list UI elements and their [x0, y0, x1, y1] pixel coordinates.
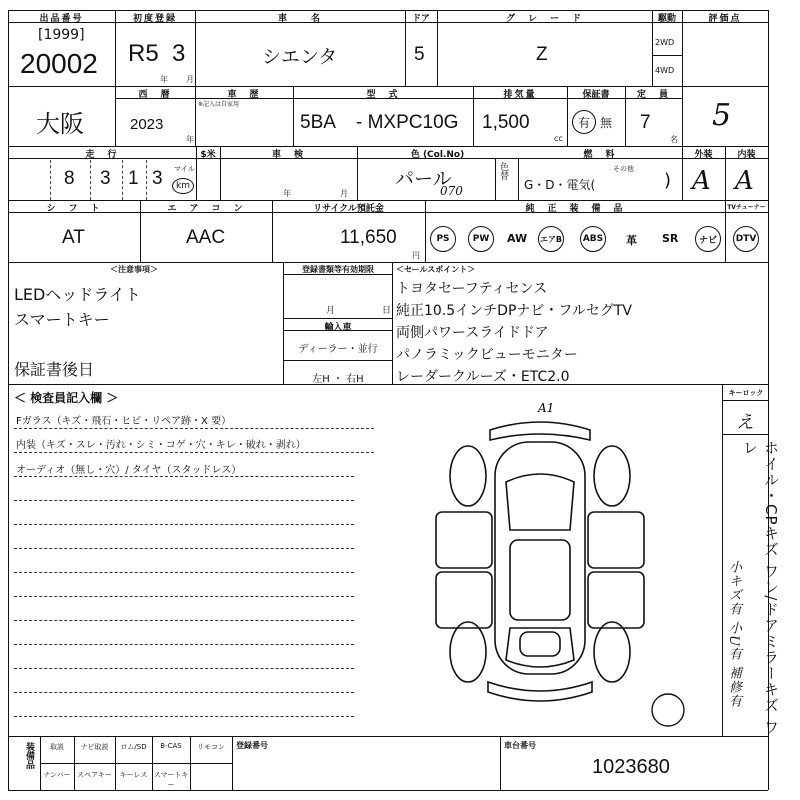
mile-unit: マイル — [174, 165, 195, 173]
inspection-line: 内装（キズ・スレ・汚れ・シミ・コゲ・穴・キレ・破れ・剥れ） — [16, 440, 306, 451]
mileage-digit: 8 — [64, 168, 75, 189]
tv-tuner-label: TVチューナー — [727, 204, 766, 211]
chassis-number: 1023680 — [592, 756, 670, 778]
inspection-expiry-label: 車 検 — [271, 150, 305, 160]
year-value: 2023 — [130, 116, 164, 133]
inspection-line: オーディオ（無し・穴）/ タイヤ（スタッドレス） — [16, 465, 242, 476]
left-front-door — [436, 512, 492, 568]
western-year-unit: 年 — [186, 135, 194, 144]
sales-point: 純正10.5インチDPナビ・フルセグTV — [396, 303, 632, 319]
reg-doc-month: 月 — [326, 306, 336, 316]
accessory-item: ナビ取説 — [80, 743, 109, 751]
registration-era: R5 — [128, 40, 159, 67]
key-lock-value: え — [736, 412, 754, 433]
caution-line: スマートキー — [14, 310, 110, 329]
inspector-notes-title: ＜ 検査員記入欄 ＞ — [14, 391, 119, 405]
accessory-item: スペアキー — [77, 771, 112, 779]
windshield-outline — [506, 474, 574, 530]
sales-point: トヨタセーフティセンス — [396, 281, 548, 297]
inspection-year-unit: 年 — [283, 189, 291, 198]
mileage-digit: 3 — [152, 168, 163, 189]
left-rear-door — [436, 572, 492, 628]
color-code: 070 — [440, 184, 463, 198]
caution-line: 保証書後日 — [14, 360, 95, 379]
trunk-outline — [520, 632, 560, 656]
model-label: 型 式 — [366, 90, 400, 100]
accessory-item: 取説 — [50, 743, 64, 751]
equip-ps: PS — [430, 226, 456, 252]
rear-right-wheel — [594, 622, 630, 682]
recycle-deposit-value: 11,650 — [340, 227, 397, 248]
caution-label: ＜注意事項＞ — [110, 265, 158, 274]
import-label: 輸入車 — [324, 323, 352, 333]
registration-month: 3 — [172, 40, 186, 67]
sales-point: パノラミックビューモニター — [396, 347, 578, 363]
meter-label: $米 — [200, 150, 216, 160]
history-note: ※記入は自家用 — [198, 101, 240, 108]
equip-airbag: エアB — [538, 226, 564, 252]
western-year-label: 西 暦 — [138, 90, 172, 100]
equip-leather: 革 — [626, 234, 637, 247]
sales-point: レーダークルーズ・ETC2.0 — [396, 369, 570, 385]
accessory-item: B-CAS — [160, 742, 182, 750]
interior-grade: A — [735, 166, 754, 196]
car-diagram — [420, 400, 660, 720]
region: 大阪 — [36, 111, 84, 138]
km-unit: km — [172, 178, 194, 194]
color-change-label: 色替 — [498, 162, 508, 180]
reg-doc-day: 日 — [382, 306, 392, 316]
side-note: ホイル・CPキズ ワレ/ドアミラーキズ ワレ — [741, 440, 780, 736]
doors-label: ドア — [412, 14, 430, 24]
fuel-label: 燃 料 — [583, 150, 617, 160]
interior-label: 内装 — [737, 150, 756, 160]
spare-tire-icon — [650, 692, 686, 728]
import-steering: 左H ・ 右H — [312, 374, 364, 385]
doors-value: 5 — [414, 44, 425, 65]
displacement-label: 排気量 — [503, 90, 537, 100]
ac-value: AAC — [186, 227, 226, 248]
fuel-other-label: その他 — [613, 165, 634, 173]
capacity-value: 7 — [640, 112, 651, 133]
front-right-wheel — [594, 446, 630, 506]
side-note-handwritten: 小キズ有 小U有 補修有 — [726, 560, 741, 709]
chassis-number-label: 車台番号 — [504, 741, 536, 750]
equip-aw: AW — [507, 232, 528, 245]
exterior-label: 外装 — [694, 150, 713, 160]
rear-window-outline — [506, 628, 574, 667]
accessory-item: キーレス — [119, 771, 148, 779]
year-unit: 年 — [160, 75, 168, 84]
car-name: シエンタ — [262, 47, 338, 68]
grade-label: グ レ ー ド — [505, 14, 583, 24]
front-bumper-outline — [490, 422, 590, 440]
lot-number: 20002 — [20, 48, 98, 79]
displacement-value: 1,500 — [482, 112, 530, 133]
exterior-grade: A — [692, 166, 711, 196]
drive-2wd: 2WD — [655, 38, 675, 47]
warranty-label: 保証書 — [582, 90, 610, 100]
fuel-options: G・D・電気( — [524, 178, 596, 192]
import-type: ディーラー・並行 — [298, 344, 378, 355]
accessory-item: ナンバー — [43, 771, 71, 779]
fuel-close: ) — [664, 170, 672, 191]
damage-mark: A1 — [538, 401, 555, 415]
color-label: 色 (Col.No) — [410, 150, 465, 160]
equip-dtv: DTV — [733, 226, 759, 252]
first-registration-label: 初度登録 — [132, 14, 177, 24]
sales-points-label: ＜セールスポイント＞ — [396, 265, 476, 274]
warranty-no: 無 — [600, 116, 613, 130]
rear-left-wheel — [450, 622, 486, 682]
reg-doc-expiry-label: 登録書類等有効期限 — [302, 265, 374, 274]
lot-number-label: 出品番号 — [39, 14, 84, 24]
month-unit: 月 — [186, 75, 194, 84]
color-value: パール — [395, 169, 452, 190]
drive-4wd: 4WD — [655, 66, 675, 75]
equip-abs: ABS — [580, 226, 606, 252]
accessories-label: 装備品 — [24, 742, 34, 769]
sales-point: 両側パワースライドドア — [396, 325, 549, 341]
rear-bumper-outline — [488, 682, 592, 701]
accessory-item: スマートキー — [153, 771, 189, 789]
accessory-item: ロム/SD — [120, 743, 147, 751]
mileage-digit: 3 — [100, 168, 111, 189]
key-lock-label: キーロック — [728, 389, 764, 397]
standard-equipment-label: 純 正 装 備 品 — [525, 204, 625, 214]
yen-unit: 円 — [412, 251, 420, 260]
mileage-digit: 1 — [128, 168, 139, 189]
warranty-yes: 有 — [572, 110, 596, 134]
model-prefix: 5BA — [300, 112, 336, 133]
capacity-label: 定 員 — [636, 90, 670, 100]
equip-navi: ナビ — [695, 226, 721, 252]
accessory-item: リモコン — [197, 743, 225, 751]
shift-value: AT — [62, 227, 85, 248]
right-front-door — [588, 512, 644, 568]
model-code: - MXPC10G — [356, 112, 459, 133]
grade-value: Z — [536, 44, 548, 65]
equip-pw: PW — [468, 226, 494, 252]
roof-outline — [510, 540, 570, 620]
ac-label: エ ア コ ン — [167, 204, 245, 214]
person-unit: 名 — [670, 135, 678, 144]
score-label: 評価点 — [708, 14, 742, 24]
drive-label: 駆動 — [657, 14, 676, 24]
score-value: 5 — [712, 98, 732, 133]
mileage-label: 走 行 — [85, 150, 119, 160]
registration-number-label: 登録番号 — [236, 741, 268, 750]
car-name-label: 車 名 — [277, 14, 322, 24]
sub-lot-number: [1999] — [38, 27, 85, 43]
right-rear-door — [588, 572, 644, 628]
inspection-line: Fガラス（キズ・飛石・ヒビ・リペア跡・X 要） — [16, 416, 232, 427]
front-left-wheel — [450, 446, 486, 506]
history-label: 車 歴 — [227, 90, 261, 100]
inspection-month-unit: 月 — [340, 189, 348, 198]
recycle-deposit-label: リサイクル預託金 — [313, 204, 384, 214]
caution-line: LEDヘッドライト — [14, 285, 141, 304]
cc-unit: cc — [554, 134, 563, 143]
shift-label: シ フ ト — [46, 204, 102, 214]
equip-sunroof: SR — [662, 232, 679, 245]
